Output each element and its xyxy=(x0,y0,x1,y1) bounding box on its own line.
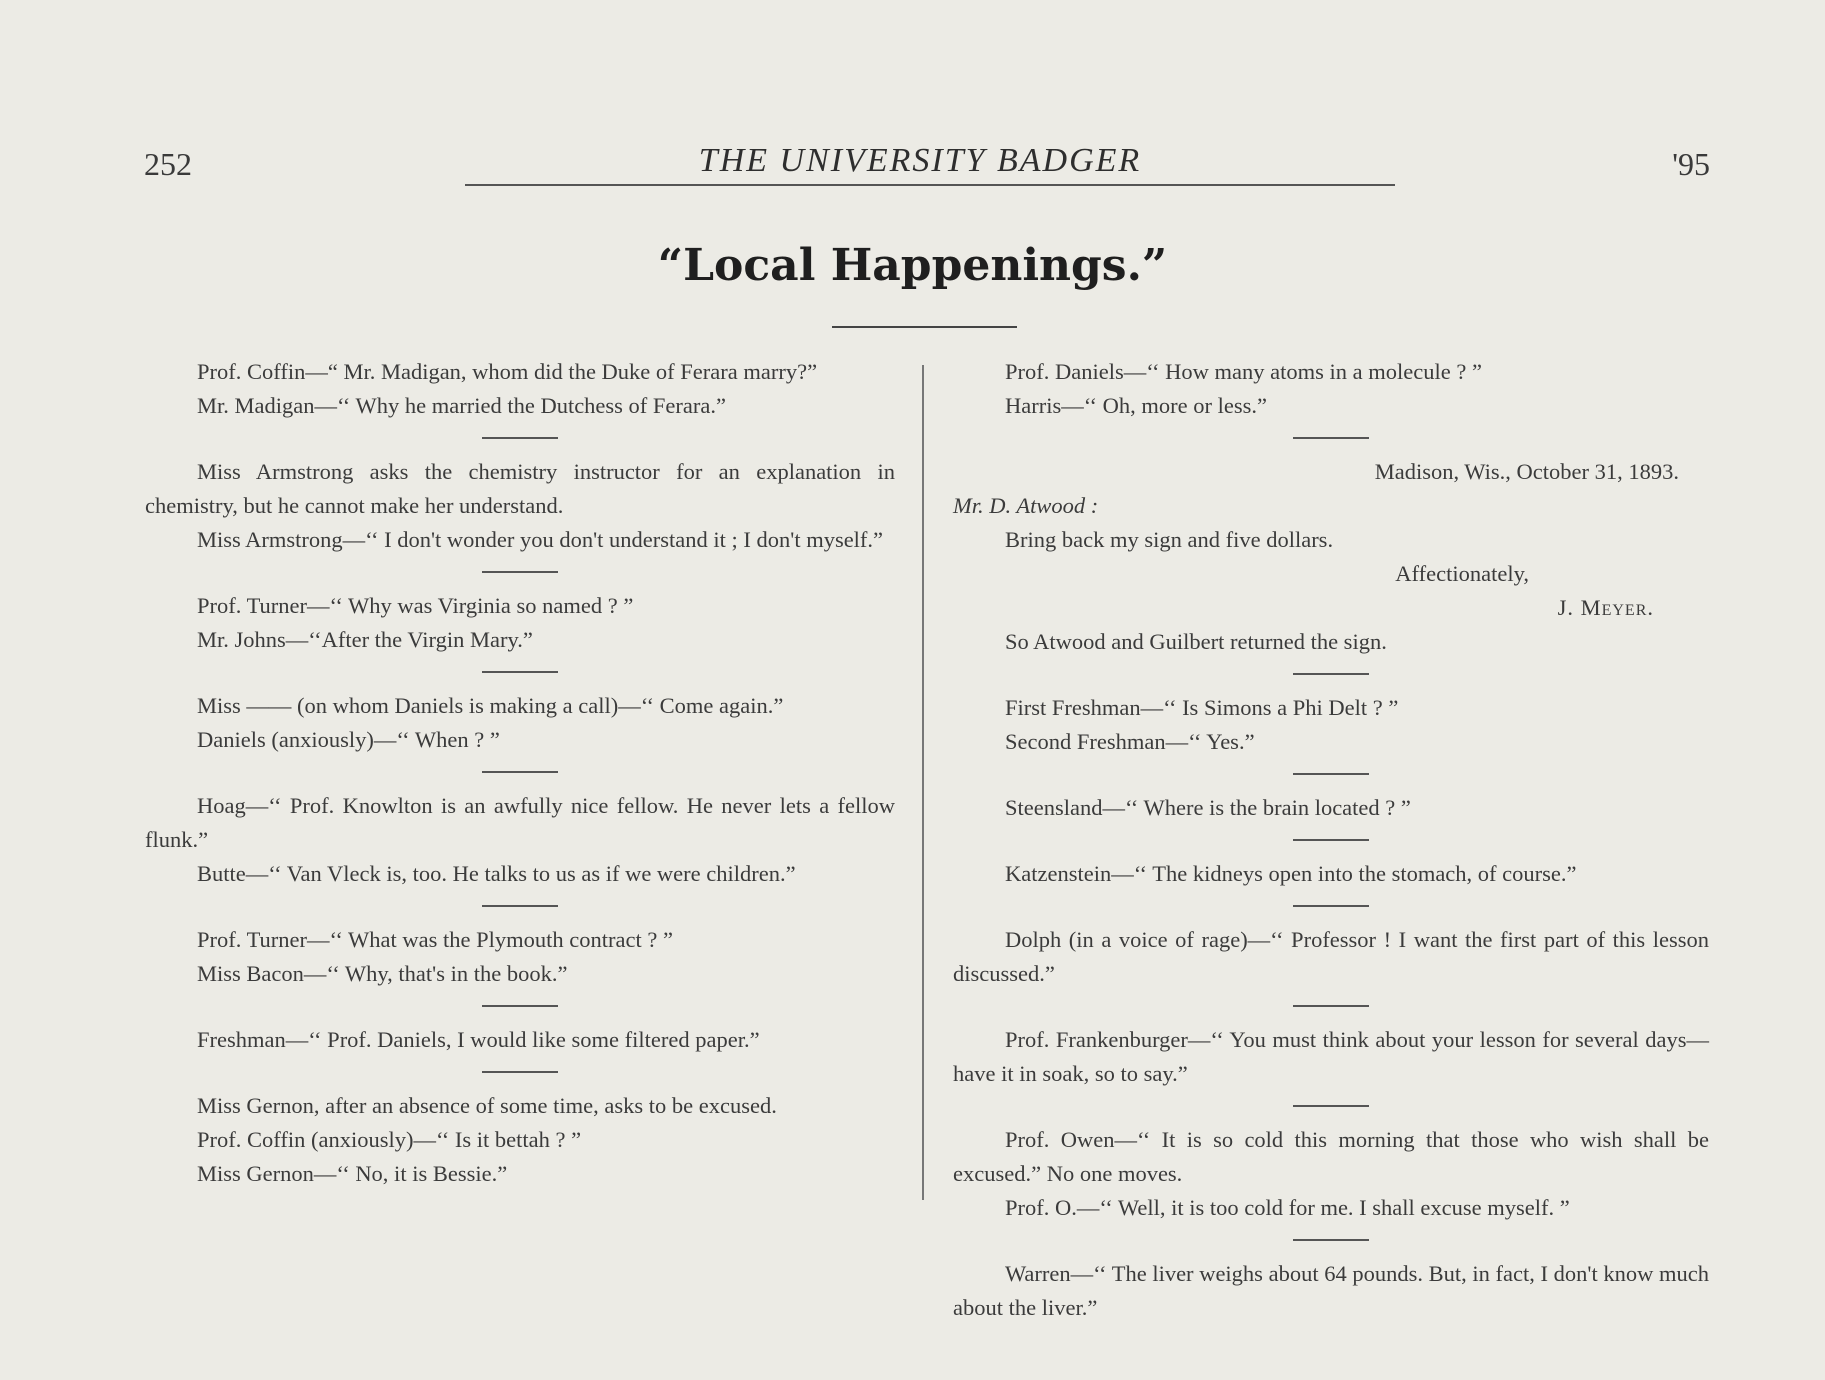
anecdote-line: Freshman—‘‘ Prof. Daniels, I would like some filtered paper.” xyxy=(197,1027,760,1052)
anecdote xyxy=(145,455,895,557)
anecdote-line: Prof. Turner—‘‘ Why was Virginia so named ? ” xyxy=(197,593,634,618)
letter-salutation: Mr. D. Atwood : xyxy=(953,493,1099,518)
letter-body: Bring back my sign and five dollars. xyxy=(1005,527,1334,552)
anecdote-line: Daniels (anxiously)—‘‘ When ? ” xyxy=(197,727,500,752)
anecdote xyxy=(953,691,1709,759)
anecdote-line: Miss Gernon, after an absence of some time, asks to be excused. xyxy=(197,1093,777,1118)
running-title: THE UNIVERSITY BADGER xyxy=(698,142,1142,179)
anecdote-line: Mr. Johns—‘‘After the Virgin Mary.” xyxy=(197,627,533,652)
separator-rule xyxy=(1293,1105,1369,1107)
anecdote xyxy=(953,1023,1709,1091)
anecdote xyxy=(145,1089,895,1191)
anecdote-line: Hoag—‘‘ Prof. Knowlton is an awfully nice fellow. He never lets a fellow flunk.” xyxy=(145,793,895,852)
volume-year: '95 xyxy=(1672,146,1710,182)
separator-rule xyxy=(1293,1005,1369,1007)
anecdote-line: Prof. Coffin (anxiously)—‘‘ Is it bettah ? ” xyxy=(197,1127,582,1152)
separator-rule xyxy=(482,905,558,907)
anecdote xyxy=(145,923,895,991)
anecdote-line: Second Freshman—‘‘ Yes.” xyxy=(1005,729,1255,754)
separator-rule xyxy=(1293,839,1369,841)
letter-closing: Affectionately, xyxy=(1395,561,1529,586)
anecdote-line: Miss Armstrong—‘‘ I don't wonder you don't understand it ; I don't myself.” xyxy=(197,527,884,552)
anecdote xyxy=(953,1123,1709,1225)
header-rule xyxy=(465,184,1395,186)
anecdote xyxy=(145,789,895,891)
title-rule xyxy=(832,326,1017,328)
anecdote xyxy=(145,1023,895,1057)
letter-aftermath: So Atwood and Guilbert returned the sign. xyxy=(1005,629,1387,654)
anecdote-line: Miss —— (on whom Daniels is making a call)—‘‘ Come again.” xyxy=(197,693,784,718)
anecdote xyxy=(953,857,1709,891)
letter xyxy=(953,455,1709,659)
separator-rule xyxy=(482,771,558,773)
right-column xyxy=(953,355,1709,1331)
separator-rule xyxy=(482,1005,558,1007)
column-divider xyxy=(922,365,924,1200)
anecdote-line: Miss Bacon—‘‘ Why, that's in the book.” xyxy=(197,961,568,986)
anecdote-line: Butte—‘‘ Van Vleck is, too. He talks to us as if we were children.” xyxy=(197,861,796,886)
anecdote-line: Prof. O.—‘‘ Well, it is too cold for me. I shall excuse myself. ” xyxy=(1005,1195,1570,1220)
anecdote xyxy=(953,923,1709,991)
anecdote-line: Miss Gernon—‘‘ No, it is Bessie.” xyxy=(197,1161,508,1186)
separator-rule xyxy=(1293,905,1369,907)
separator-rule xyxy=(1293,437,1369,439)
separator-rule xyxy=(1293,1239,1369,1241)
anecdote-line: Miss Armstrong asks the chemistry instructor for an explanation in chemistry, but he cannot make her understand. xyxy=(145,459,895,518)
anecdote-line: Steensland—‘‘ Where is the brain located ? ” xyxy=(1005,795,1411,820)
letter-signature: J. Meyer. xyxy=(1557,595,1654,620)
anecdote-line: Prof. Daniels—‘‘ How many atoms in a molecule ? ” xyxy=(1005,359,1482,384)
anecdote-line: Prof. Frankenburger—‘‘ You must think about your lesson for several days—have it in soak, so to say.” xyxy=(953,1027,1709,1086)
separator-rule xyxy=(482,671,558,673)
separator-rule xyxy=(482,1071,558,1073)
anecdote-line: Katzenstein—‘‘ The kidneys open into the stomach, of course.” xyxy=(1005,861,1577,886)
left-column xyxy=(145,355,895,1197)
section-title: “Local Happenings.” xyxy=(657,240,1168,291)
separator-rule xyxy=(1293,673,1369,675)
separator-rule xyxy=(482,571,558,573)
anecdote xyxy=(953,1257,1709,1325)
anecdote-line: Harris—‘‘ Oh, more or less.” xyxy=(1005,393,1268,418)
anecdote-line: Dolph (in a voice of rage)—‘‘ Professor ! I want the first part of this lesson discussed.” xyxy=(953,927,1709,986)
anecdote xyxy=(145,355,895,423)
letter-date: Madison, Wis., October 31, 1893. xyxy=(1374,459,1679,484)
running-head xyxy=(130,142,1710,186)
anecdote-line: First Freshman—‘‘ Is Simons a Phi Delt ? ” xyxy=(1005,695,1399,720)
anecdote-line: Prof. Turner—‘‘ What was the Plymouth contract ? ” xyxy=(197,927,673,952)
anecdote xyxy=(145,689,895,757)
page-number: 252 xyxy=(144,146,192,182)
anecdote-line: Prof. Coffin—“ Mr. Madigan, whom did the Duke of Ferara marry?” xyxy=(197,359,818,384)
anecdote-line: Prof. Owen—‘‘ It is so cold this morning that those who wish shall be excused.” No one moves. xyxy=(953,1127,1709,1186)
separator-rule xyxy=(1293,773,1369,775)
anecdote xyxy=(953,355,1709,423)
anecdote xyxy=(145,589,895,657)
anecdote-line: Mr. Madigan—‘‘ Why he married the Dutchess of Ferara.” xyxy=(197,393,726,418)
anecdote-line: Warren—‘‘ The liver weighs about 64 pounds. But, in fact, I don't know much about the liver.” xyxy=(953,1261,1709,1320)
separator-rule xyxy=(482,437,558,439)
anecdote xyxy=(953,791,1709,825)
